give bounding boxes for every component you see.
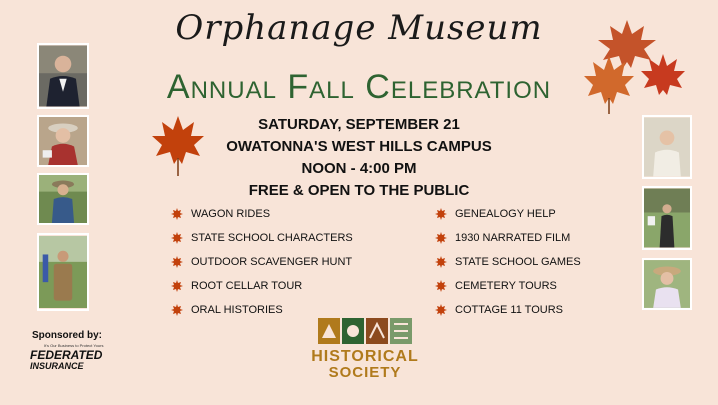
list-item xyxy=(435,202,635,226)
list-item xyxy=(171,274,391,298)
leaf-bullet-icon xyxy=(171,256,183,268)
leaf-bullet-icon xyxy=(435,304,447,316)
event-time: NOON - 4:00 PM xyxy=(301,160,417,177)
leaf-bullet-icon xyxy=(171,208,183,220)
list-item xyxy=(435,274,635,298)
main-title: Annual Fall Celebration xyxy=(166,68,552,106)
historical-society-logo-icon xyxy=(318,318,414,348)
logo-line-historical: HISTORICAL xyxy=(311,348,419,365)
photo-woman-right-bottom xyxy=(642,258,692,310)
activity-label: ROOT CELLAR TOUR xyxy=(191,280,303,292)
event-location: OWATONNA'S WEST HILLS CAMPUS xyxy=(226,138,492,155)
activity-label: COTTAGE 11 TOURS xyxy=(455,304,563,316)
photo-man-outdoors xyxy=(37,173,89,225)
photo-child-sack-race xyxy=(37,233,89,311)
activity-label: GENEALOGY HELP xyxy=(455,208,556,220)
list-item xyxy=(171,202,391,226)
leaf-bullet-icon xyxy=(435,280,447,292)
event-date: SATURDAY, SEPTEMBER 21 xyxy=(258,116,460,133)
activities-list-left xyxy=(171,202,391,322)
leaf-bullet-icon xyxy=(435,232,447,244)
activity-label: CEMETERY TOURS xyxy=(455,280,557,292)
script-title: Orphanage Museum xyxy=(175,8,543,48)
sponsor-label: Sponsored by: xyxy=(32,330,103,341)
activity-label: STATE SCHOOL GAMES xyxy=(455,256,581,268)
list-item xyxy=(171,250,391,274)
list-item xyxy=(171,226,391,250)
leaf-bullet-icon xyxy=(435,256,447,268)
activity-label: ORAL HISTORIES xyxy=(191,304,283,316)
event-admission: FREE & OPEN TO THE PUBLIC xyxy=(248,182,470,199)
leaf-bullet-icon xyxy=(171,304,183,316)
list-item xyxy=(435,250,635,274)
leaf-bullet-icon xyxy=(435,208,447,220)
sponsor-logo-sub: INSURANCE xyxy=(30,361,84,371)
leaf-bullet-icon xyxy=(171,280,183,292)
sponsor-tagline: It's Our Business to Protect Yours xyxy=(44,343,104,348)
activities-list-right xyxy=(435,202,635,322)
logo-line-society: SOCIETY xyxy=(328,364,402,381)
list-item xyxy=(435,298,635,322)
activity-label: STATE SCHOOL CHARACTERS xyxy=(191,232,353,244)
activity-label: 1930 NARRATED FILM xyxy=(455,232,571,244)
activity-label: OUTDOOR SCAVENGER HUNT xyxy=(191,256,353,268)
leaf-bullet-icon xyxy=(171,232,183,244)
sponsor-logo-name: FEDERATED xyxy=(30,348,103,362)
list-item xyxy=(435,226,635,250)
activity-label: WAGON RIDES xyxy=(191,208,271,220)
